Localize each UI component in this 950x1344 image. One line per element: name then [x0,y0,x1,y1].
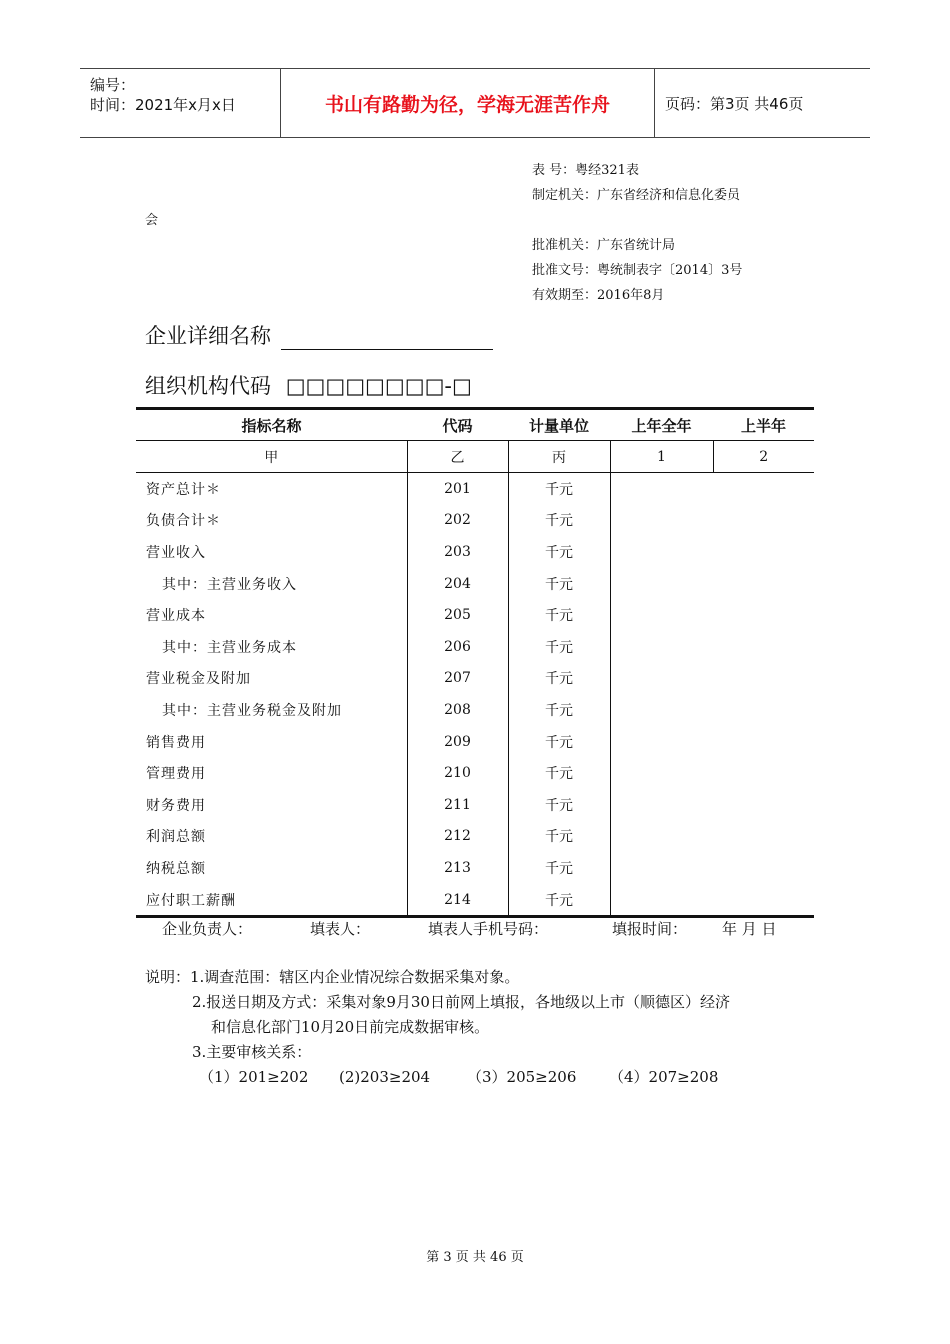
indicator-name: 负债合计＊ [146,513,221,530]
company-name-label: 企业详细名称 [145,324,271,348]
document-header [80,68,870,138]
form-number: 表 号：粤经321表 [532,163,639,178]
indicator-name: 资产总计＊ [146,481,221,498]
indicator-unit: 千元 [508,599,610,631]
indicator-code: 202 [407,505,508,537]
indicator-code: 205 [407,599,508,631]
subheader-2: 2 [713,441,814,473]
table-row [136,821,814,853]
indicator-code: 212 [407,821,508,853]
indicator-unit: 千元 [508,505,610,537]
indicator-name: 其中：主营业务收入 [162,576,297,593]
page-label: 页码：第3页 共46页 [665,94,804,113]
indicator-name: 应付职工薪酬 [136,884,407,917]
company-name-row [145,320,493,350]
table-row [136,726,814,758]
table-row [136,631,814,663]
indicator-unit: 千元 [508,694,610,726]
indicator-code: 207 [407,663,508,695]
audit-rule-2: (2)203≥204 [339,1068,431,1086]
value-last-year[interactable] [610,821,713,853]
subheader-1: 1 [610,441,713,473]
indicator-name: 营业收入 [146,544,206,561]
audit-rules [145,1065,730,1090]
col-header-half-year: 上半年 [713,409,814,441]
indicator-code: 211 [407,789,508,821]
value-half-year[interactable] [713,821,814,853]
indicator-code: 210 [407,757,508,789]
value-half-year[interactable] [713,631,814,663]
indicator-code: 204 [407,568,508,600]
col-header-unit: 计量单位 [508,409,610,441]
col-header-code: 代码 [407,409,508,441]
value-half-year[interactable] [713,852,814,884]
value-half-year[interactable] [713,599,814,631]
org-code-boxes[interactable]: □□□□□□□□-□ [285,374,472,398]
approver: 批准机关：广东省统计局 [532,238,676,253]
indicator-name: 营业成本 [146,608,206,625]
value-half-year[interactable] [713,568,814,600]
motto: 书山有路勤为径，学海无涯苦作舟 [281,69,655,137]
org-code-label: 组织机构代码 [145,374,271,398]
value-last-year[interactable] [610,884,713,917]
indicator-unit: 千元 [508,852,610,884]
table-row [136,884,814,917]
fill-time-label: 填报时间： [612,920,688,938]
indicator-name: 财务费用 [146,797,206,814]
valid-until: 有效期至：2016年8月 [532,288,665,303]
subheader-bing: 丙 [508,441,610,473]
indicator-unit: 千元 [508,663,610,695]
note-line-4: 3.主要审核关系： [192,1043,312,1061]
indicator-code: 203 [407,536,508,568]
table-header-row [136,409,814,441]
filler-label: 填表人： [310,920,371,938]
col-header-name: 指标名称 [136,409,407,441]
indicator-name: 销售费用 [146,734,206,751]
value-last-year[interactable] [610,757,713,789]
note-line-3: 和信息化部门10月20日前完成数据审核。 [211,1018,490,1036]
form-meta-2 [532,233,742,308]
issuer: 制定机关：广东省经济和信息化委员 [532,188,741,203]
indicator-name: 利润总额 [146,829,206,846]
value-last-year[interactable] [610,726,713,758]
notes-block [145,965,730,1090]
indicator-code: 208 [407,694,508,726]
table-row [136,536,814,568]
value-last-year[interactable] [610,473,713,505]
indicator-code: 201 [407,473,508,505]
org-code-row [145,370,472,400]
indicator-code: 209 [407,726,508,758]
table-row [136,694,814,726]
page-number: 第 3 页 共 46 页 [426,1250,524,1265]
indicator-unit: 千元 [508,726,610,758]
table-row [136,599,814,631]
note-line-1: 说明：1.调查范围：辖区内企业情况综合数据采集对象。 [145,968,520,986]
indicator-name: 营业税金及附加 [146,671,251,688]
value-last-year[interactable] [610,694,713,726]
indicator-unit: 千元 [508,757,610,789]
value-last-year[interactable] [610,789,713,821]
value-half-year[interactable] [713,536,814,568]
audit-rule-4: （4）207≥208 [609,1068,719,1086]
value-last-year[interactable] [610,536,713,568]
table-row [136,757,814,789]
value-last-year[interactable] [610,663,713,695]
table-row [136,473,814,505]
value-last-year[interactable] [610,599,713,631]
note-line-2: 2.报送日期及方式：采集对象9月30日前网上填报，各地级以上市（顺德区）经济 [192,993,730,1011]
indicator-unit: 千元 [508,789,610,821]
value-last-year[interactable] [610,631,713,663]
number-label: 编号： [90,76,136,94]
indicator-unit: 千元 [508,473,610,505]
value-half-year[interactable] [713,694,814,726]
indicator-code: 213 [407,852,508,884]
table-row [136,789,814,821]
indicator-table [136,407,814,918]
value-half-year[interactable] [713,663,814,695]
approval-doc: 批准文号：粤统制表字〔2014〕3号 [532,263,743,278]
issuer-continued: 会 [145,213,159,228]
col-header-last-year: 上年全年 [610,409,713,441]
indicator-unit: 千元 [508,536,610,568]
audit-rule-1: （1）201≥202 [199,1068,309,1086]
value-half-year[interactable] [713,884,814,917]
table-row [136,568,814,600]
company-name-blank[interactable] [281,327,493,350]
filler-phone-label: 填表人手机号码： [428,920,549,938]
value-half-year[interactable] [713,789,814,821]
indicator-unit: 千元 [508,568,610,600]
indicator-unit: 千元 [508,821,610,853]
value-last-year[interactable] [610,505,713,537]
value-half-year[interactable] [713,726,814,758]
value-half-year[interactable] [713,473,814,505]
indicator-unit: 千元 [508,884,610,917]
subheader-yi: 乙 [407,441,508,473]
table-row [136,505,814,537]
table-row [136,852,814,884]
value-half-year[interactable] [713,505,814,537]
indicator-code: 214 [407,884,508,917]
indicator-name: 管理费用 [146,766,206,783]
indicator-unit: 千元 [508,631,610,663]
value-half-year[interactable] [713,757,814,789]
header-meta-cell [80,69,281,137]
time-label: 时间：2021年x月x日 [90,96,236,114]
subheader-jia: 甲 [136,441,407,473]
indicator-code: 206 [407,631,508,663]
indicator-name: 其中：主营业务税金及附加 [162,702,342,719]
audit-rule-3: （3）205≥206 [467,1068,577,1086]
leader-label: 企业负责人： [162,920,253,938]
value-last-year[interactable] [610,568,713,600]
table-subheader-row [136,441,814,473]
date-units: 年 月 日 [722,920,777,938]
indicator-name: 纳税总额 [146,860,206,877]
form-meta [532,158,740,208]
indicator-name: 其中：主营业务成本 [162,639,297,656]
table-row [136,663,814,695]
value-last-year[interactable] [610,852,713,884]
